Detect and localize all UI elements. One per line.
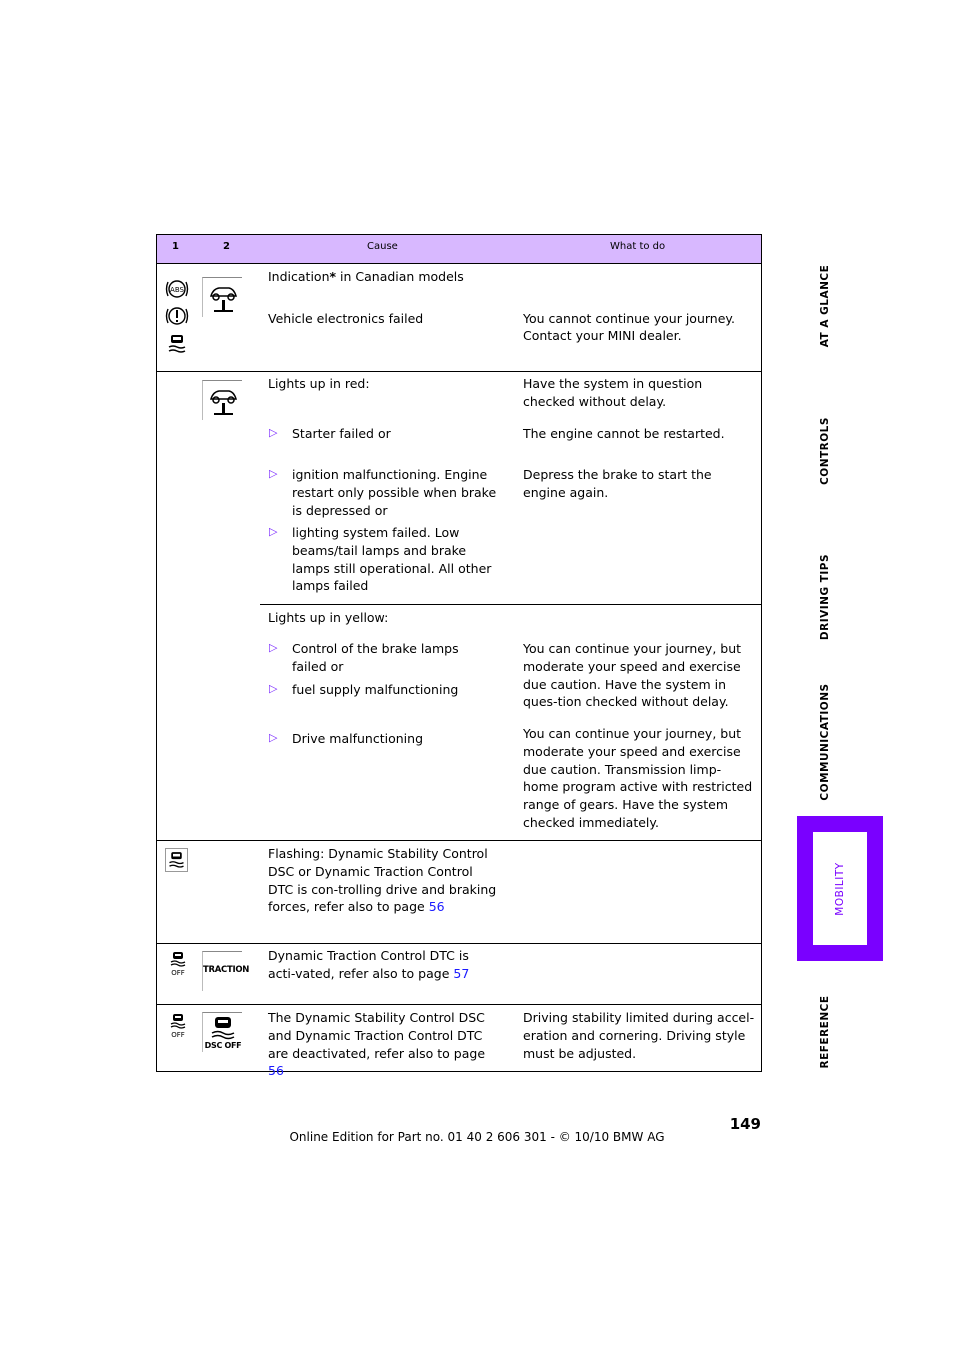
page-link[interactable]: 56 <box>428 899 445 915</box>
table-header <box>157 235 761 264</box>
bullet-icon: ▷ <box>269 641 278 654</box>
dsc-skid-icon <box>165 848 188 872</box>
action-text: Driving stability limited during accel-eration and cornering. Driving style must be adjusted. <box>523 1010 755 1061</box>
traction-icon: TRACTION <box>202 951 242 991</box>
abs-warning-icon <box>165 278 189 304</box>
action-text: The engine cannot be restarted. <box>523 426 725 441</box>
sidebar-item-controls[interactable]: CONTROLS <box>819 417 831 485</box>
header-what-to-do: What to do <box>610 241 666 252</box>
cause-text: The Dynamic Stability Control DSC and Dynamic Traction Control DTC are deactivated, refer also to page 56 <box>268 1010 486 1079</box>
cause-text: Dynamic Traction Control DTC is acti-vated, refer also to page 57 <box>268 948 470 981</box>
row-divider <box>157 371 761 372</box>
cause-text: Flashing: Dynamic Stability Control DSC or Dynamic Traction Control DTC is con-trolling drive and braking forces, refer also to page 56 <box>268 846 497 915</box>
action-text: Contact your MINI dealer. <box>523 328 682 343</box>
row-divider <box>157 840 761 841</box>
asterisk-mark: * <box>329 269 337 284</box>
bullet-icon: ▷ <box>269 467 278 480</box>
row-divider <box>157 943 761 944</box>
red-intro: Lights up in red: <box>268 376 370 391</box>
brake-warning-icon <box>165 305 189 331</box>
header-col1: 1 <box>172 241 179 252</box>
sidebar-item-mobility: MOBILITY <box>834 861 846 916</box>
sidebar-item-at-a-glance[interactable]: AT A GLANCE <box>819 264 831 348</box>
cause-text: Drive malfunctioning <box>292 731 423 746</box>
action-text: You can continue your journey, but moderate your speed and exercise due caution. Transmission limp-home program active with restricted range of gears. Have the system checked immediately. <box>523 726 753 830</box>
indication-note: Indication* in Canadian models <box>268 269 464 284</box>
header-col2: 2 <box>223 241 230 252</box>
sidebar-item-communications[interactable]: COMMUNICATIONS <box>819 683 831 801</box>
car-lift-icon <box>202 277 242 317</box>
svg-text:OFF: OFF <box>171 1031 185 1039</box>
sidebar-item-reference[interactable]: REFERENCE <box>819 995 831 1069</box>
action-text: Depress the brake to start the engine again. <box>523 467 712 500</box>
sidebar-active-inner <box>813 832 867 945</box>
row-divider <box>260 604 761 605</box>
cause-text: Control of the brake lamps failed or <box>292 641 459 674</box>
bullet-icon: ▷ <box>269 682 278 695</box>
dsc-skid-icon <box>165 332 189 360</box>
dsc-off-icon <box>166 1013 190 1043</box>
svg-text:ABS: ABS <box>170 286 184 294</box>
bullet-icon: ▷ <box>269 426 278 439</box>
dsc-off-button-icon: DSC OFF <box>202 1012 242 1052</box>
page-link[interactable]: 57 <box>453 965 470 981</box>
cause-text: Starter failed or <box>292 426 391 441</box>
cause-text: fuel supply malfunctioning <box>292 682 459 697</box>
sidebar-active-tab[interactable] <box>797 816 883 961</box>
page-link[interactable]: 56 <box>268 1063 284 1079</box>
cause-text: lighting system failed. Low beams/tail lamps and brake lamps still operational. All other lamps failed <box>292 525 492 594</box>
action-text: Have the system in question checked without delay. <box>523 376 703 409</box>
action-text: You can continue your journey, but moderate your speed and exercise due caution. Have the system in ques-tion checked without delay. <box>523 641 742 710</box>
car-lift-icon <box>202 380 242 420</box>
row-divider <box>157 1004 761 1005</box>
edition-footer: Online Edition for Part no. 01 40 2 606 301 - © 10/10 BMW AG <box>289 1130 665 1144</box>
yellow-intro: Lights up in yellow: <box>268 610 389 625</box>
cause-text: Vehicle electronics failed <box>268 311 424 326</box>
page-number: 149 <box>729 1115 761 1133</box>
sidebar-item-driving-tips[interactable]: DRIVING TIPS <box>819 553 831 641</box>
dsc-off-icon <box>166 951 190 981</box>
svg-text:OFF: OFF <box>171 969 185 977</box>
bullet-icon: ▷ <box>269 731 278 744</box>
bullet-icon: ▷ <box>269 525 278 538</box>
cause-text: ignition malfunctioning. Engine restart only possible when brake is depressed or <box>292 467 497 518</box>
header-cause: Cause <box>367 241 398 252</box>
action-text: You cannot continue your journey. <box>523 311 735 326</box>
